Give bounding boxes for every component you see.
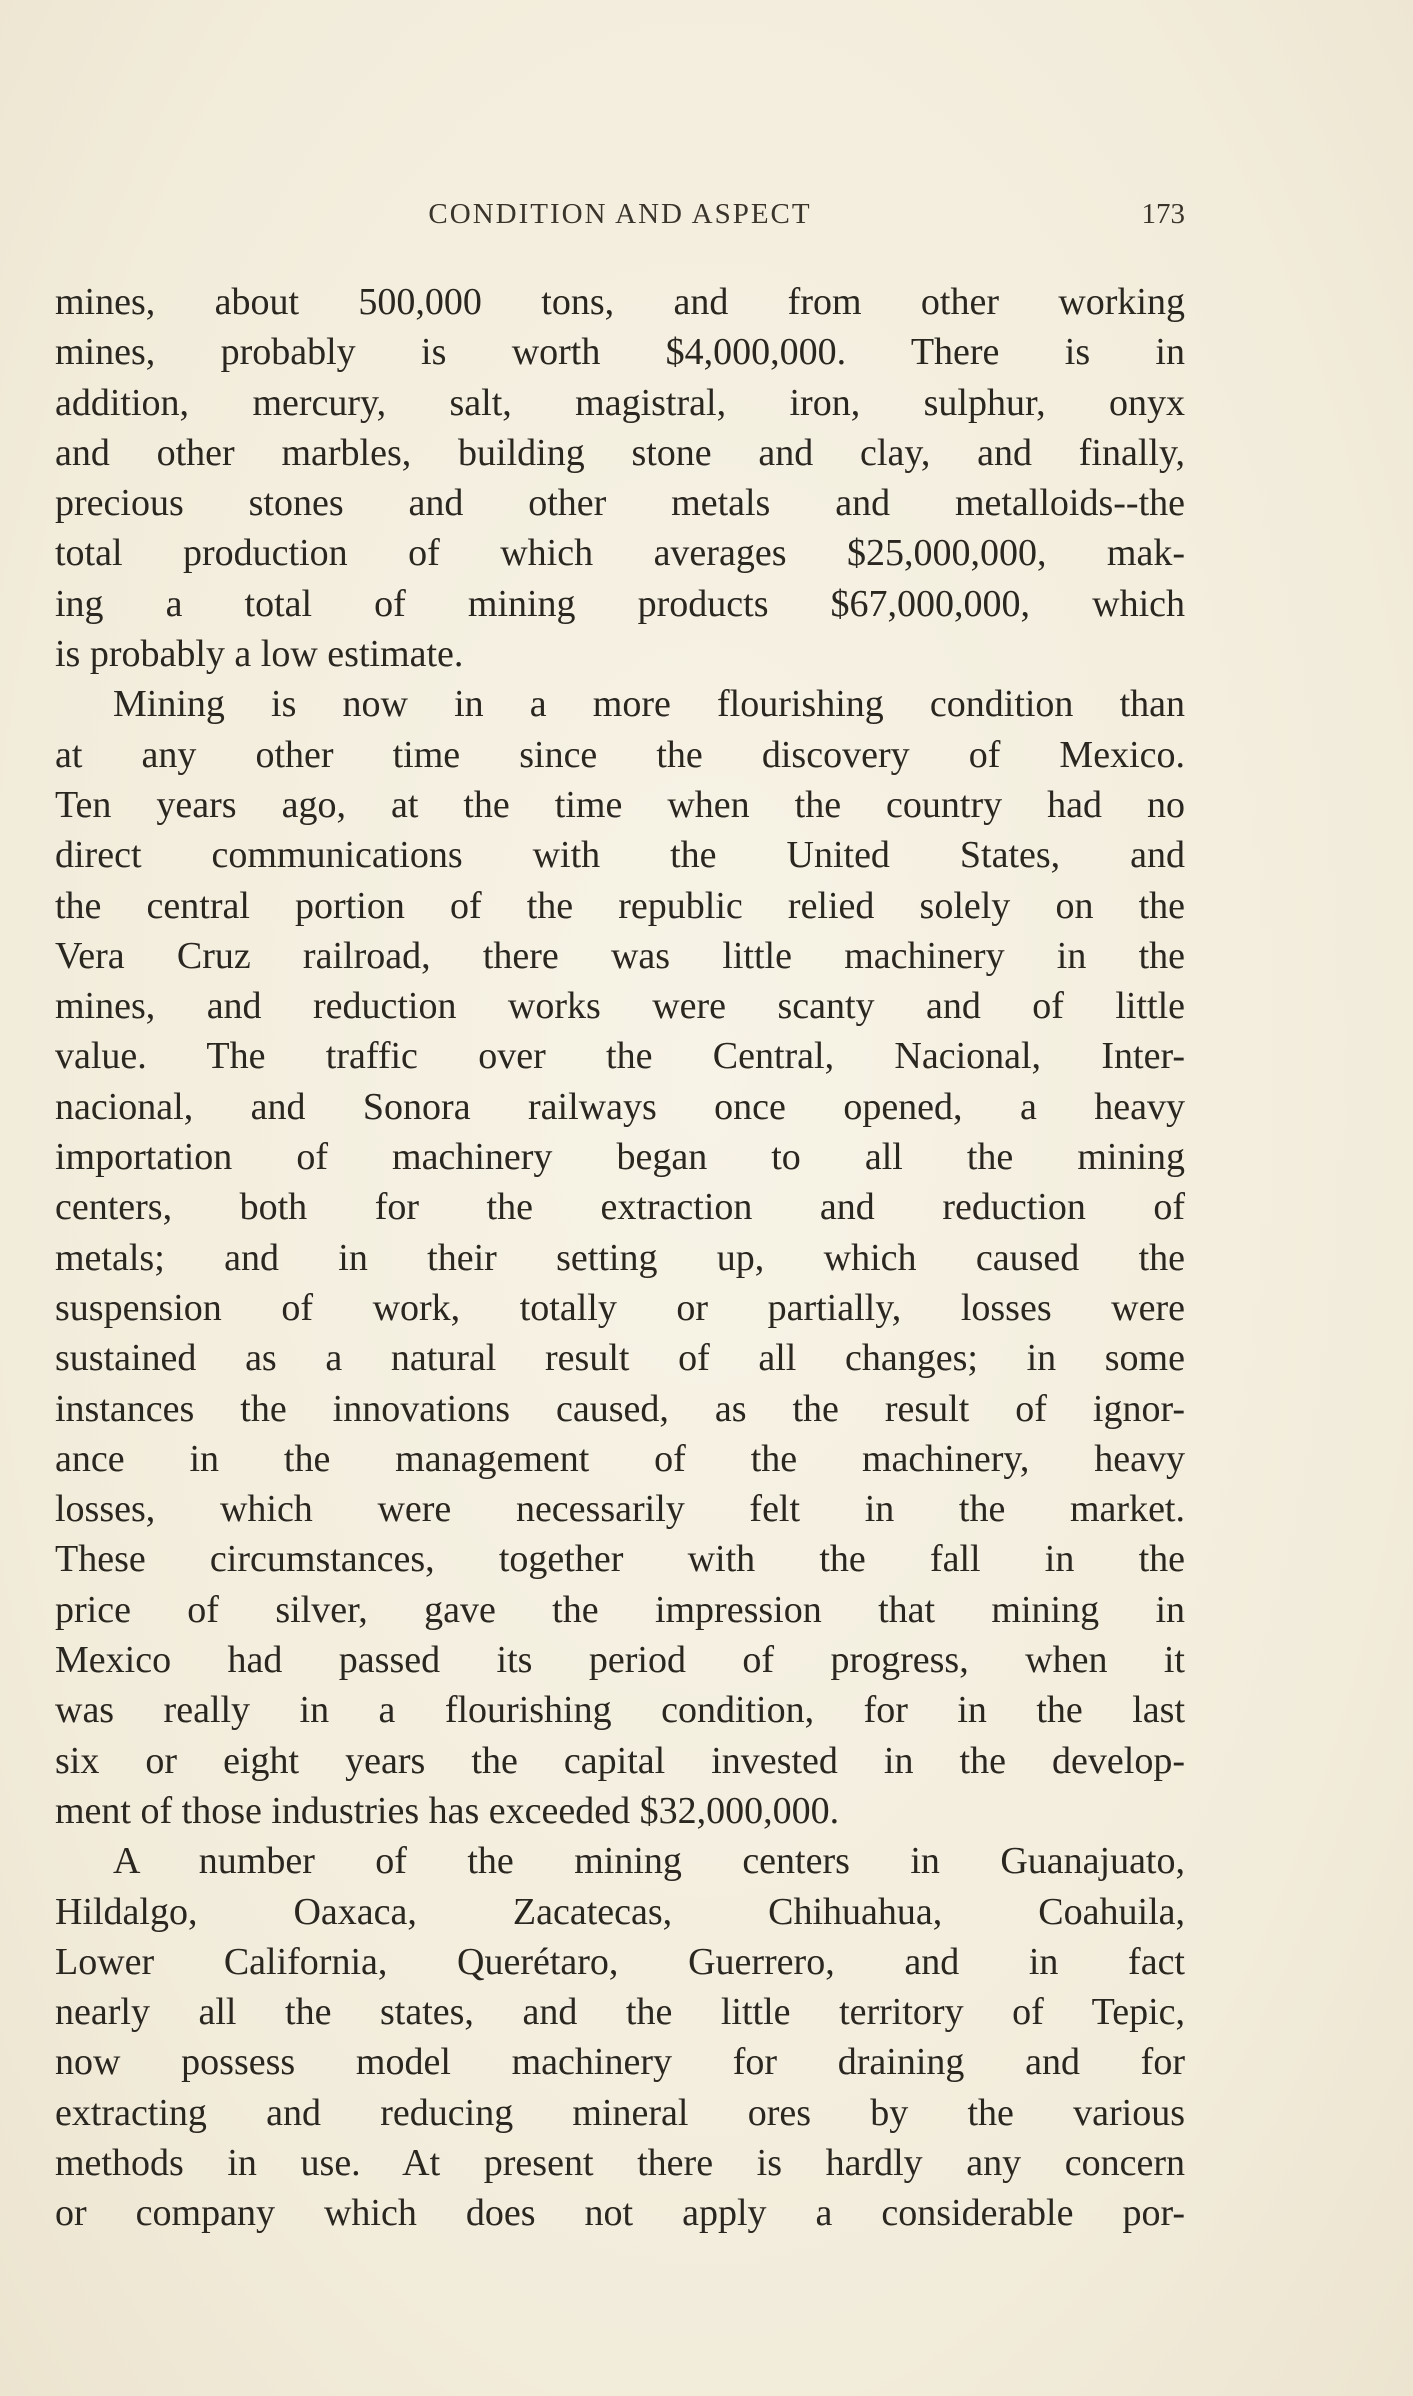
page-number: 173 [1141,198,1185,230]
text-line: direct communications with the United States, and [55,834,1185,877]
text-line: suspension of work, totally or partially, losses were [55,1286,1185,1329]
body-text [55,277,1185,2239]
text-line: methods in use. At present there is hardly any concern [55,2141,1185,2184]
text-line: price of silver, gave the impression that mining in [55,1588,1185,1631]
text-line: Vera Cruz railroad, there was little machinery in the [55,934,1185,977]
text-line: nearly all the states, and the little territory of Tepic, [55,1991,1185,2034]
text-line: Lower California, Querétaro, Guerrero, and in fact [55,1940,1185,1983]
text-line: extracting and reducing mineral ores by the various [55,2091,1185,2134]
text-line: the central portion of the republic relied solely on the [55,884,1185,927]
text-line: ment of those industries has exceeded $32,000,000. [55,1789,840,1832]
text-line: importation of machinery began to all the mining [55,1136,1185,1179]
text-line: Ten years ago, at the time when the country had no [55,783,1185,826]
text-line: value. The traffic over the Central, Nacional, Inter- [55,1035,1185,1078]
text-line: at any other time since the discovery of Mexico. [55,733,1185,776]
text-line: ance in the management of the machinery, heavy [55,1437,1185,1480]
text-line: ing a total of mining products $67,000,000, which [55,582,1185,625]
running-head: CONDITION AND ASPECT [428,198,812,230]
text-line: Mexico had passed its period of progress, when it [55,1639,1185,1682]
text-line: A number of the mining centers in Guanajuato, [113,1840,1185,1883]
text-line: was really in a flourishing condition, for in the last [55,1689,1185,1732]
text-line: nacional, and Sonora railways once opened, a heavy [55,1085,1185,1128]
page-header [55,198,1185,244]
text-line: Hildalgo, Oaxaca, Zacatecas, Chihuahua, Coahuila, [55,1890,1185,1933]
text-line: six or eight years the capital invested in the develop- [55,1739,1185,1782]
text-line: Mining is now in a more flourishing condition than [113,683,1185,726]
text-line: losses, which were necessarily felt in the market. [55,1488,1185,1531]
text-line: sustained as a natural result of all changes; in some [55,1337,1185,1380]
text-line: mines, and reduction works were scanty and of little [55,985,1185,1028]
text-line: addition, mercury, salt, magistral, iron, sulphur, onyx [55,381,1185,424]
text-line: total production of which averages $25,000,000, mak- [55,532,1185,575]
text-line: instances the innovations caused, as the result of ignor- [55,1387,1185,1430]
text-line: mines, probably is worth $4,000,000. There is in [55,331,1185,374]
text-line: or company which does not apply a considerable por- [55,2192,1185,2235]
text-line: precious stones and other metals and metalloids--the [55,482,1185,525]
text-line: centers, both for the extraction and reduction of [55,1186,1185,1229]
text-line: mines, about 500,000 tons, and from other working [55,281,1185,323]
text-line: metals; and in their setting up, which caused the [55,1236,1185,1279]
text-line: These circumstances, together with the fall in the [55,1538,1185,1581]
text-line: now possess model machinery for draining and for [55,2041,1185,2084]
text-line: and other marbles, building stone and clay, and finally, [55,431,1185,474]
text-line: is probably a low estimate. [55,633,464,676]
